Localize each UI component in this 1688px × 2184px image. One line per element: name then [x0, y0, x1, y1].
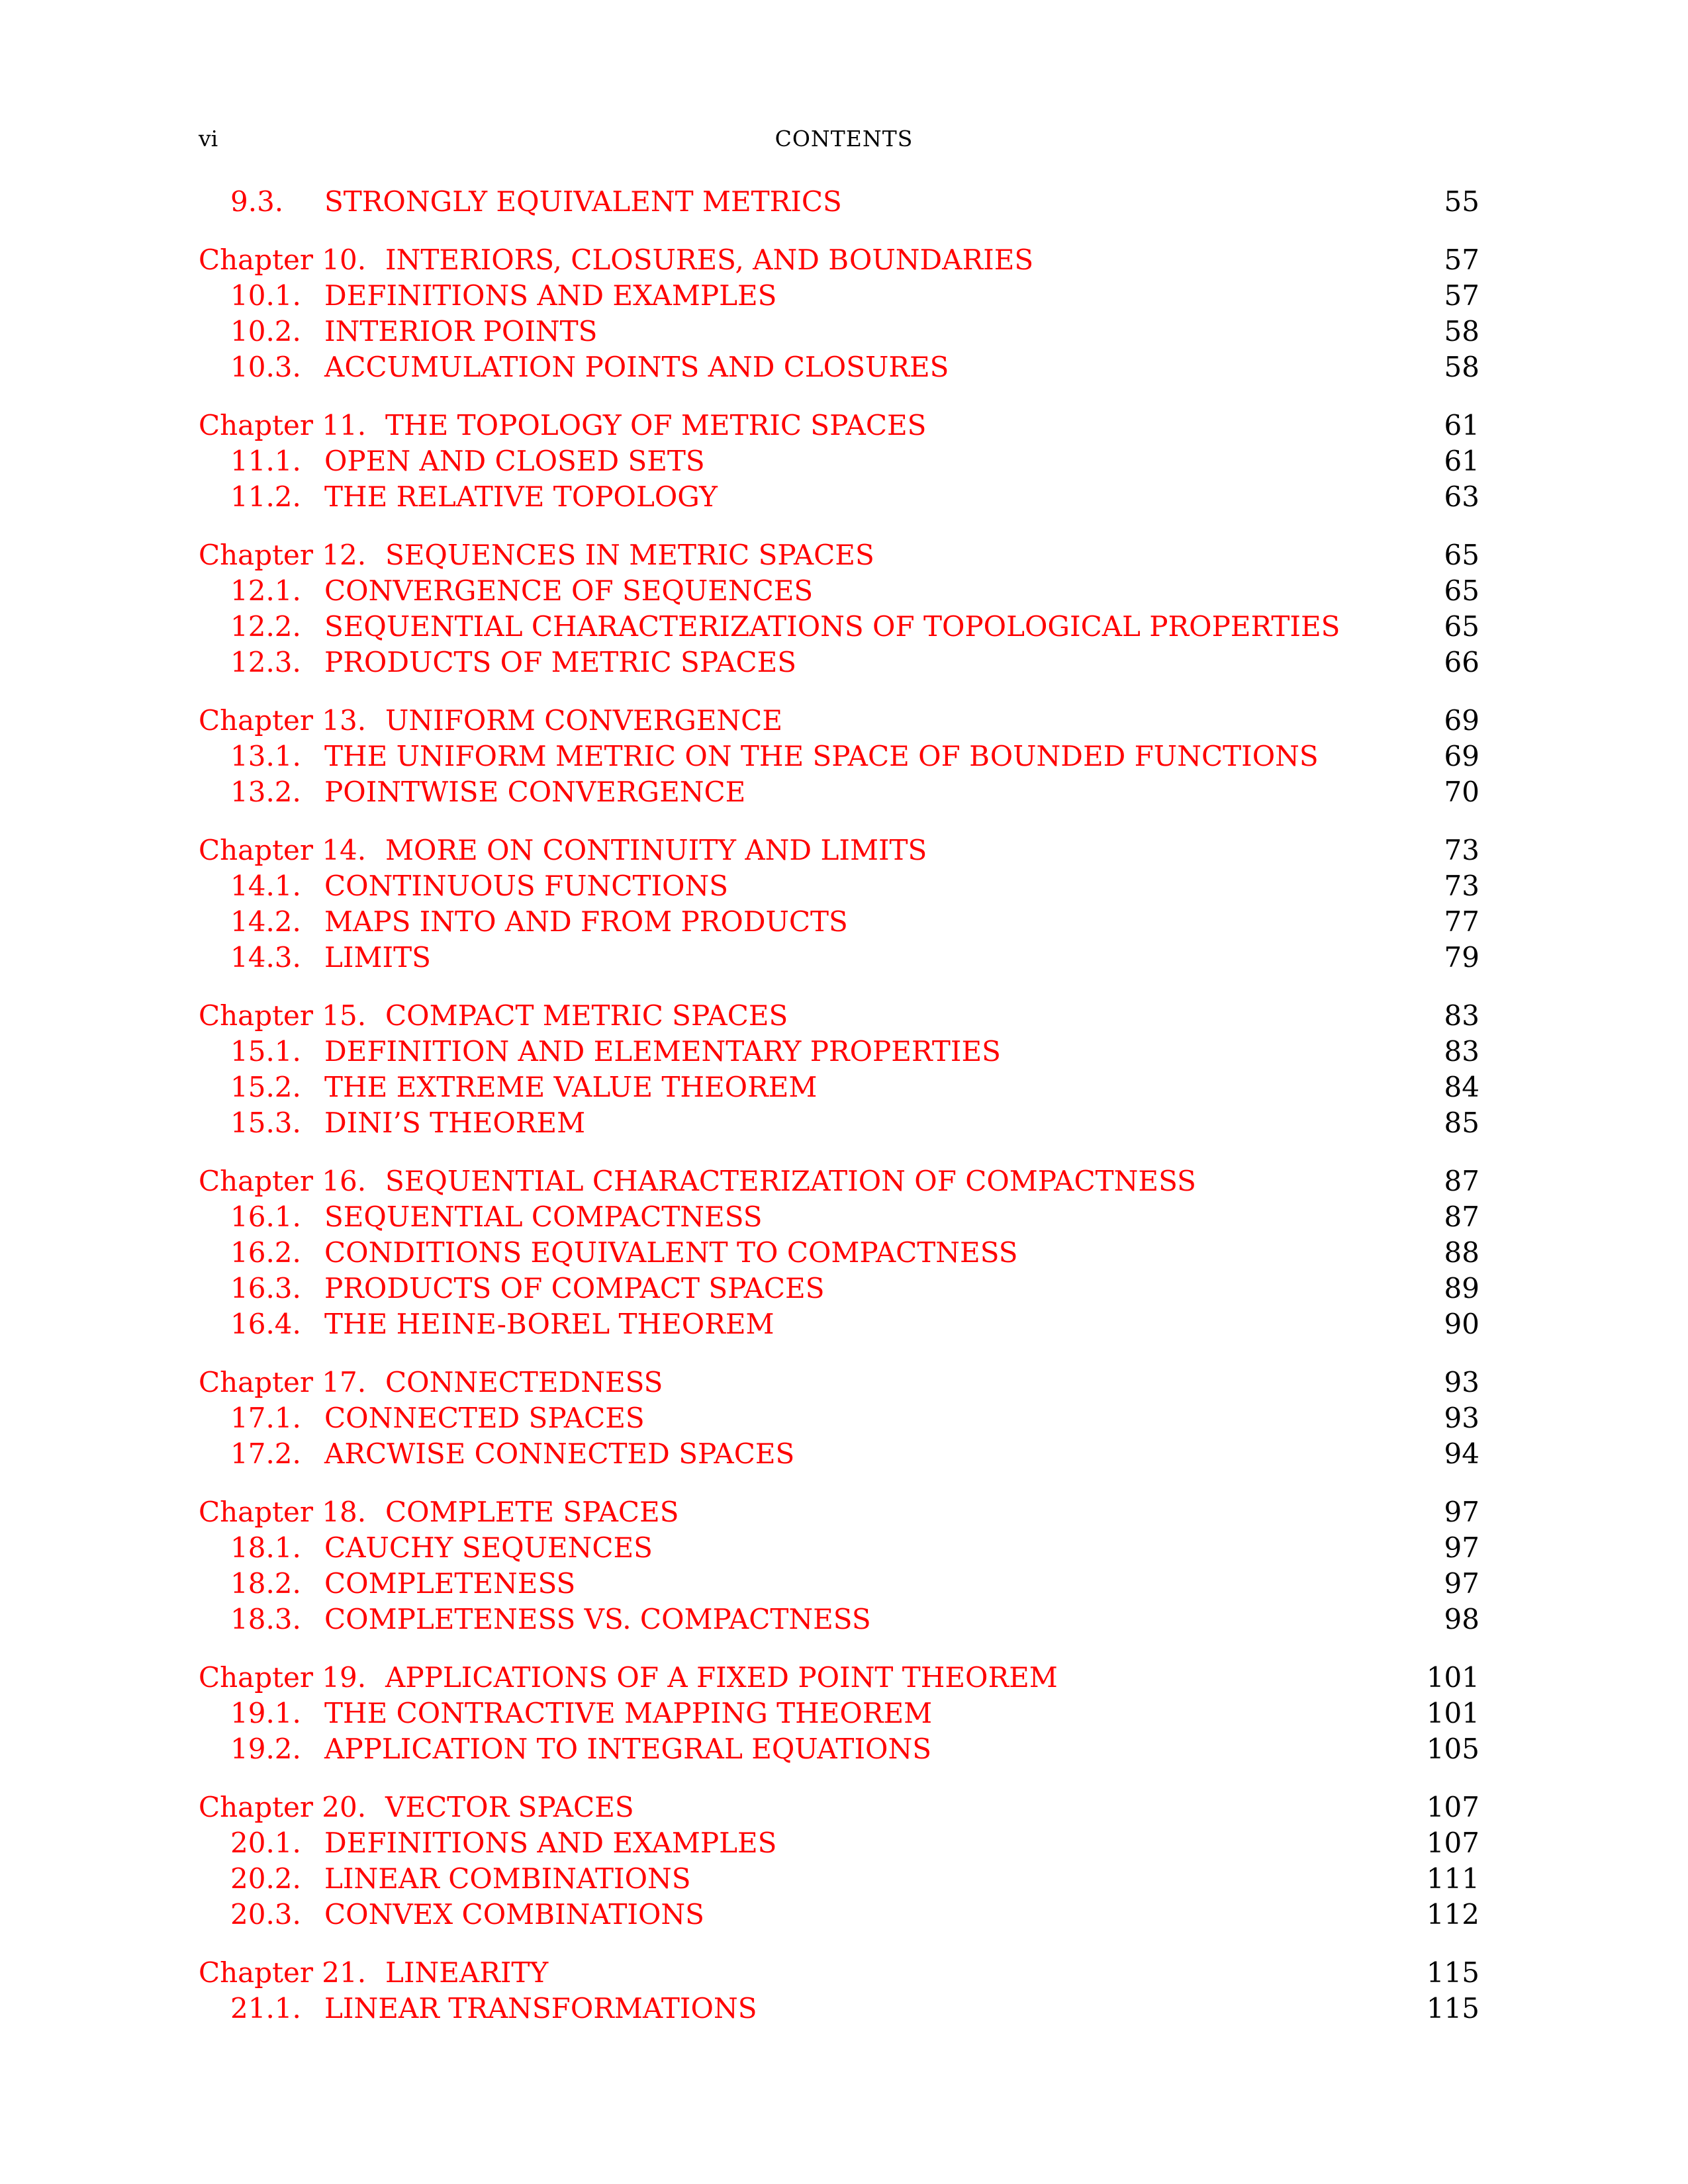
toc-entry-number: Chapter 18. — [199, 1496, 367, 1528]
toc-entry-number: 17.2. — [230, 1437, 301, 1470]
toc-entry-title: PRODUCTS OF METRIC SPACES — [324, 646, 797, 678]
toc-entry-link[interactable] — [230, 645, 796, 680]
toc-entry-number: Chapter 19. — [199, 1661, 367, 1694]
toc-entry-link[interactable] — [230, 1825, 776, 1861]
toc-entry-link[interactable] — [230, 1034, 1001, 1069]
toc-entry-number: 12.3. — [230, 646, 301, 678]
toc-entry-page: 115 — [1426, 1992, 1479, 2025]
toc-entry-page: 101 — [1426, 1697, 1479, 1729]
toc-entry-page: 65 — [1444, 539, 1479, 571]
toc-entry-number: 19.2. — [230, 1733, 301, 1765]
toc-entry-number: 9.3. — [230, 185, 284, 218]
toc-section-entry[interactable] — [199, 1069, 1479, 1105]
toc-entry-link[interactable] — [230, 349, 949, 385]
toc-entry-title: LINEARITY — [385, 1956, 549, 1989]
toc-chapter-entry[interactable] — [199, 1790, 1479, 1825]
toc-entry-title: UNIFORM CONVERGENCE — [385, 704, 782, 737]
toc-entry-page: 57 — [1444, 279, 1479, 312]
toc-entry-title: COMPLETENESS — [324, 1567, 576, 1600]
toc-section-entry[interactable] — [199, 1566, 1479, 1602]
toc-chapter-entry[interactable] — [199, 833, 1479, 868]
toc-entry-title: THE CONTRACTIVE MAPPING THEOREM — [324, 1697, 933, 1729]
toc-section-entry[interactable] — [199, 1436, 1479, 1472]
toc-entry-page: 101 — [1426, 1661, 1479, 1694]
toc-entry-page: 88 — [1444, 1236, 1479, 1269]
toc-entry-page: 105 — [1426, 1733, 1479, 1765]
toc-entry-number: Chapter 16. — [199, 1165, 367, 1197]
toc-entry-page: 98 — [1444, 1603, 1479, 1635]
toc-entry-page: 84 — [1444, 1071, 1479, 1103]
toc-entry-link[interactable] — [199, 242, 1033, 278]
toc-entry-link[interactable] — [199, 1494, 679, 1530]
toc-entry-link[interactable] — [230, 868, 728, 904]
toc-entry-link[interactable] — [199, 537, 874, 573]
toc-chapter-entry[interactable] — [199, 1365, 1479, 1400]
toc-gap — [199, 515, 1479, 537]
toc-entry-page: 58 — [1444, 351, 1479, 383]
toc-entry-link[interactable] — [230, 1400, 645, 1436]
toc-entry-title: DINI’S THEOREM — [324, 1107, 586, 1139]
toc-entry-link[interactable] — [230, 278, 776, 314]
toc-entry-title: COMPACT METRIC SPACES — [385, 999, 788, 1032]
toc-entry-link[interactable] — [230, 1199, 763, 1235]
toc-entry-number: 16.4. — [230, 1308, 301, 1340]
toc-section-entry[interactable] — [199, 349, 1479, 385]
toc-chapter-entry[interactable] — [199, 1660, 1479, 1696]
toc-entry-number: 13.2. — [230, 776, 301, 808]
toc-entry-page: 83 — [1444, 999, 1479, 1032]
toc-section-entry[interactable] — [199, 314, 1479, 349]
toc-entry-page: 69 — [1444, 740, 1479, 772]
toc-entry-link[interactable] — [230, 1731, 931, 1767]
running-title: CONTENTS — [774, 126, 914, 152]
toc-entry-number: 18.3. — [230, 1603, 301, 1635]
toc-entry-number: 15.1. — [230, 1035, 301, 1068]
toc-entry-number: Chapter 21. — [199, 1956, 367, 1989]
toc-entry-page: 77 — [1444, 905, 1479, 938]
toc-entry-page: 87 — [1444, 1165, 1479, 1197]
toc-section-entry[interactable] — [199, 1731, 1479, 1767]
toc-entry-title: INTERIORS, CLOSURES, AND BOUNDARIES — [385, 244, 1034, 276]
toc-entry-page: 70 — [1444, 776, 1479, 808]
toc-entry-title: THE TOPOLOGY OF METRIC SPACES — [385, 409, 927, 441]
toc-entry-number: 16.2. — [230, 1236, 301, 1269]
toc-chapter-entry[interactable] — [199, 703, 1479, 739]
toc-entry-page: 61 — [1444, 409, 1479, 441]
toc-entry-page: 73 — [1444, 834, 1479, 866]
table-of-contents — [199, 184, 1479, 2026]
toc-section-entry[interactable] — [199, 1199, 1479, 1235]
toc-gap — [199, 1933, 1479, 1955]
toc-entry-title: PRODUCTS OF COMPACT SPACES — [324, 1272, 825, 1304]
toc-entry-title: MAPS INTO AND FROM PRODUCTS — [324, 905, 848, 938]
toc-entry-title: CAUCHY SEQUENCES — [324, 1531, 653, 1564]
toc-entry-page: 69 — [1444, 704, 1479, 737]
toc-entry-title: VECTOR SPACES — [385, 1791, 634, 1823]
toc-section-entry[interactable] — [199, 1306, 1479, 1342]
toc-entry-link[interactable] — [230, 1069, 817, 1105]
toc-section-entry[interactable] — [199, 1530, 1479, 1566]
toc-chapter-entry[interactable] — [199, 1955, 1479, 1991]
toc-gap — [199, 810, 1479, 833]
toc-entry-link[interactable] — [230, 1306, 774, 1342]
toc-entry-link[interactable] — [199, 1955, 548, 1991]
toc-section-entry[interactable] — [199, 278, 1479, 314]
toc-entry-number: 20.1. — [230, 1827, 301, 1859]
toc-entry-link[interactable] — [230, 1991, 757, 2026]
toc-section-entry[interactable] — [199, 1825, 1479, 1861]
toc-entry-page: 66 — [1444, 646, 1479, 678]
toc-entry-link[interactable] — [230, 1436, 794, 1472]
toc-section-entry[interactable] — [199, 1034, 1479, 1069]
toc-gap — [199, 1342, 1479, 1365]
toc-entry-number: Chapter 17. — [199, 1366, 367, 1398]
toc-entry-number: 15.2. — [230, 1071, 301, 1103]
toc-entry-number: Chapter 10. — [199, 244, 367, 276]
toc-entry-number: 11.2. — [230, 480, 301, 513]
toc-entry-title: THE RELATIVE TOPOLOGY — [324, 480, 718, 513]
toc-entry-page: 58 — [1444, 315, 1479, 347]
toc-section-entry[interactable] — [199, 609, 1479, 645]
toc-entry-title: COMPLETE SPACES — [385, 1496, 679, 1528]
toc-entry-link[interactable] — [230, 609, 1340, 645]
toc-entry-page: 57 — [1444, 244, 1479, 276]
toc-entry-link[interactable] — [199, 408, 926, 443]
toc-entry-number: Chapter 11. — [199, 409, 367, 441]
toc-entry-link[interactable] — [199, 703, 782, 739]
toc-entry-title: APPLICATION TO INTEGRAL EQUATIONS — [324, 1733, 931, 1765]
toc-entry-number: 15.3. — [230, 1107, 301, 1139]
toc-entry-link[interactable] — [230, 443, 705, 479]
toc-section-entry[interactable] — [199, 645, 1479, 680]
toc-entry-link[interactable] — [230, 1566, 575, 1602]
toc-entry-title: INTERIOR POINTS — [324, 315, 598, 347]
toc-section-entry[interactable] — [199, 1696, 1479, 1731]
toc-entry-number: Chapter 14. — [199, 834, 367, 866]
toc-entry-title: APPLICATIONS OF A FIXED POINT THEOREM — [385, 1661, 1058, 1694]
toc-entry-page: 115 — [1426, 1956, 1479, 1989]
toc-entry-title: SEQUENTIAL CHARACTERIZATION OF COMPACTNESS — [385, 1165, 1196, 1197]
toc-chapter-entry[interactable] — [199, 242, 1479, 278]
toc-entry-link[interactable] — [199, 1790, 634, 1825]
toc-entry-link[interactable] — [230, 904, 848, 940]
toc-entry-number: 20.2. — [230, 1862, 301, 1895]
toc-entry-number: Chapter 13. — [199, 704, 367, 737]
toc-entry-number: Chapter 15. — [199, 999, 367, 1032]
toc-entry-title: DEFINITIONS AND EXAMPLES — [324, 279, 777, 312]
toc-entry-number: 12.1. — [230, 574, 301, 607]
toc-entry-title: LINEAR TRANSFORMATIONS — [324, 1992, 757, 2025]
toc-entry-title: CONNECTEDNESS — [385, 1366, 663, 1398]
toc-entry-title: LINEAR COMBINATIONS — [324, 1862, 691, 1895]
toc-entry-page: 85 — [1444, 1107, 1479, 1139]
toc-entry-link[interactable] — [199, 833, 927, 868]
toc-chapter-entry[interactable] — [199, 408, 1479, 443]
toc-entry-number: 19.1. — [230, 1697, 301, 1729]
toc-entry-number: 16.3. — [230, 1272, 301, 1304]
toc-entry-number: 10.3. — [230, 351, 301, 383]
toc-entry-link[interactable] — [230, 1271, 824, 1306]
toc-gap — [199, 976, 1479, 998]
toc-entry-page: 63 — [1444, 480, 1479, 513]
toc-entry-page: 112 — [1426, 1898, 1479, 1931]
toc-entry-page: 94 — [1444, 1437, 1479, 1470]
toc-entry-number: 20.3. — [230, 1898, 301, 1931]
toc-entry-link[interactable] — [230, 479, 718, 515]
toc-section-entry[interactable] — [199, 904, 1479, 940]
toc-entry-page: 107 — [1426, 1791, 1479, 1823]
toc-entry-page: 93 — [1444, 1366, 1479, 1398]
toc-entry-link[interactable] — [230, 1602, 871, 1637]
toc-entry-number: 21.1. — [230, 1992, 301, 2025]
toc-entry-title: LIMITS — [324, 941, 431, 974]
toc-entry-page: 93 — [1444, 1402, 1479, 1434]
toc-entry-number: Chapter 12. — [199, 539, 367, 571]
toc-chapter-entry[interactable] — [199, 998, 1479, 1034]
toc-entry-link[interactable] — [230, 1861, 691, 1897]
toc-entry-number: 18.1. — [230, 1531, 301, 1564]
toc-section-entry[interactable] — [199, 1105, 1479, 1141]
toc-gap — [199, 1637, 1479, 1660]
toc-entry-title: SEQUENTIAL CHARACTERIZATIONS OF TOPOLOGICAL PROPERTIES — [324, 610, 1340, 643]
toc-entry-title: THE UNIFORM METRIC ON THE SPACE OF BOUNDED FUNCTIONS — [324, 740, 1319, 772]
toc-section-entry[interactable] — [199, 443, 1479, 479]
toc-entry-link[interactable] — [199, 1365, 663, 1400]
toc-entry-title: CONDITIONS EQUIVALENT TO COMPACTNESS — [324, 1236, 1018, 1269]
toc-gap — [199, 220, 1479, 242]
page-number: vi — [199, 126, 218, 152]
toc-entry-link[interactable] — [230, 1530, 653, 1566]
toc-entry-number: Chapter 20. — [199, 1791, 367, 1823]
toc-entry-title: OPEN AND CLOSED SETS — [324, 445, 705, 477]
toc-section-entry[interactable] — [199, 1897, 1479, 1933]
toc-entry-title: POINTWISE CONVERGENCE — [324, 776, 746, 808]
toc-entry-title: STRONGLY EQUIVALENT METRICS — [324, 185, 842, 218]
toc-entry-link[interactable] — [199, 998, 788, 1034]
toc-section-entry[interactable] — [199, 1991, 1479, 2026]
toc-entry-number: 12.2. — [230, 610, 301, 643]
toc-entry-link[interactable] — [230, 1696, 932, 1731]
toc-entry-link[interactable] — [230, 573, 813, 609]
toc-entry-link[interactable] — [230, 1897, 704, 1933]
toc-entry-page: 55 — [1444, 185, 1479, 218]
toc-section-entry[interactable] — [199, 573, 1479, 609]
toc-entry-page: 111 — [1426, 1862, 1479, 1895]
toc-entry-title: THE HEINE-BOREL THEOREM — [324, 1308, 774, 1340]
toc-entry-number: 14.1. — [230, 870, 301, 902]
toc-entry-number: 18.2. — [230, 1567, 301, 1600]
toc-entry-number: 14.2. — [230, 905, 301, 938]
toc-gap — [199, 1141, 1479, 1163]
toc-entry-link[interactable] — [230, 739, 1319, 774]
toc-section-entry[interactable] — [199, 940, 1479, 976]
toc-entry-page: 107 — [1426, 1827, 1479, 1859]
toc-entry-title: DEFINITIONS AND EXAMPLES — [324, 1827, 777, 1859]
toc-entry-page: 97 — [1444, 1496, 1479, 1528]
toc-entry-page: 90 — [1444, 1308, 1479, 1340]
toc-entry-page: 97 — [1444, 1567, 1479, 1600]
toc-entry-title: SEQUENTIAL COMPACTNESS — [324, 1201, 763, 1233]
toc-entry-title: THE EXTREME VALUE THEOREM — [324, 1071, 818, 1103]
toc-entry-link[interactable] — [199, 1660, 1058, 1696]
toc-entry-link[interactable] — [230, 940, 431, 976]
toc-entry-number: 10.1. — [230, 279, 301, 312]
toc-entry-page: 65 — [1444, 610, 1479, 643]
toc-entry-number: 11.1. — [230, 445, 301, 477]
toc-entry-link[interactable] — [199, 1163, 1196, 1199]
running-head — [199, 126, 1489, 165]
toc-section-entry[interactable] — [199, 1271, 1479, 1306]
toc-entry-page: 73 — [1444, 870, 1479, 902]
toc-gap — [199, 680, 1479, 703]
toc-entry-link[interactable] — [230, 314, 597, 349]
toc-entry-link[interactable] — [230, 184, 842, 220]
toc-entry-link[interactable] — [230, 774, 745, 810]
toc-entry-title: CONVERGENCE OF SEQUENCES — [324, 574, 814, 607]
toc-entry-page: 89 — [1444, 1272, 1479, 1304]
toc-section-entry[interactable] — [199, 739, 1479, 774]
toc-chapter-entry[interactable] — [199, 1163, 1479, 1199]
toc-entry-link[interactable] — [230, 1235, 1018, 1271]
toc-entry-page: 97 — [1444, 1531, 1479, 1564]
toc-entry-link[interactable] — [230, 1105, 585, 1141]
toc-section-entry[interactable] — [199, 1861, 1479, 1897]
toc-entry-page: 87 — [1444, 1201, 1479, 1233]
toc-entry-number: 16.1. — [230, 1201, 301, 1233]
toc-gap — [199, 1472, 1479, 1494]
toc-entry-number: 10.2. — [230, 315, 301, 347]
toc-gap — [199, 385, 1479, 408]
toc-entry-title: CONVEX COMBINATIONS — [324, 1898, 704, 1931]
toc-entry-page: 65 — [1444, 574, 1479, 607]
toc-section-entry[interactable] — [199, 184, 1479, 220]
toc-entry-number: 13.1. — [230, 740, 301, 772]
toc-section-entry[interactable] — [199, 1602, 1479, 1637]
toc-entry-title: SEQUENCES IN METRIC SPACES — [385, 539, 874, 571]
toc-section-entry[interactable] — [199, 868, 1479, 904]
toc-entry-title: ARCWISE CONNECTED SPACES — [324, 1437, 795, 1470]
toc-entry-page: 61 — [1444, 445, 1479, 477]
toc-section-entry[interactable] — [199, 1400, 1479, 1436]
toc-entry-title: MORE ON CONTINUITY AND LIMITS — [385, 834, 927, 866]
toc-gap — [199, 1767, 1479, 1790]
toc-entry-title: CONNECTED SPACES — [324, 1402, 645, 1434]
toc-entry-page: 83 — [1444, 1035, 1479, 1068]
toc-entry-number: 14.3. — [230, 941, 301, 974]
toc-section-entry[interactable] — [199, 479, 1479, 515]
toc-entry-title: DEFINITION AND ELEMENTARY PROPERTIES — [324, 1035, 1001, 1068]
toc-entry-number: 17.1. — [230, 1402, 301, 1434]
toc-section-entry[interactable] — [199, 774, 1479, 810]
toc-chapter-entry[interactable] — [199, 1494, 1479, 1530]
toc-entry-title: ACCUMULATION POINTS AND CLOSURES — [324, 351, 949, 383]
toc-entry-title: COMPLETENESS VS. COMPACTNESS — [324, 1603, 871, 1635]
toc-entry-title: CONTINUOUS FUNCTIONS — [324, 870, 729, 902]
toc-chapter-entry[interactable] — [199, 537, 1479, 573]
toc-entry-page: 79 — [1444, 941, 1479, 974]
toc-section-entry[interactable] — [199, 1235, 1479, 1271]
